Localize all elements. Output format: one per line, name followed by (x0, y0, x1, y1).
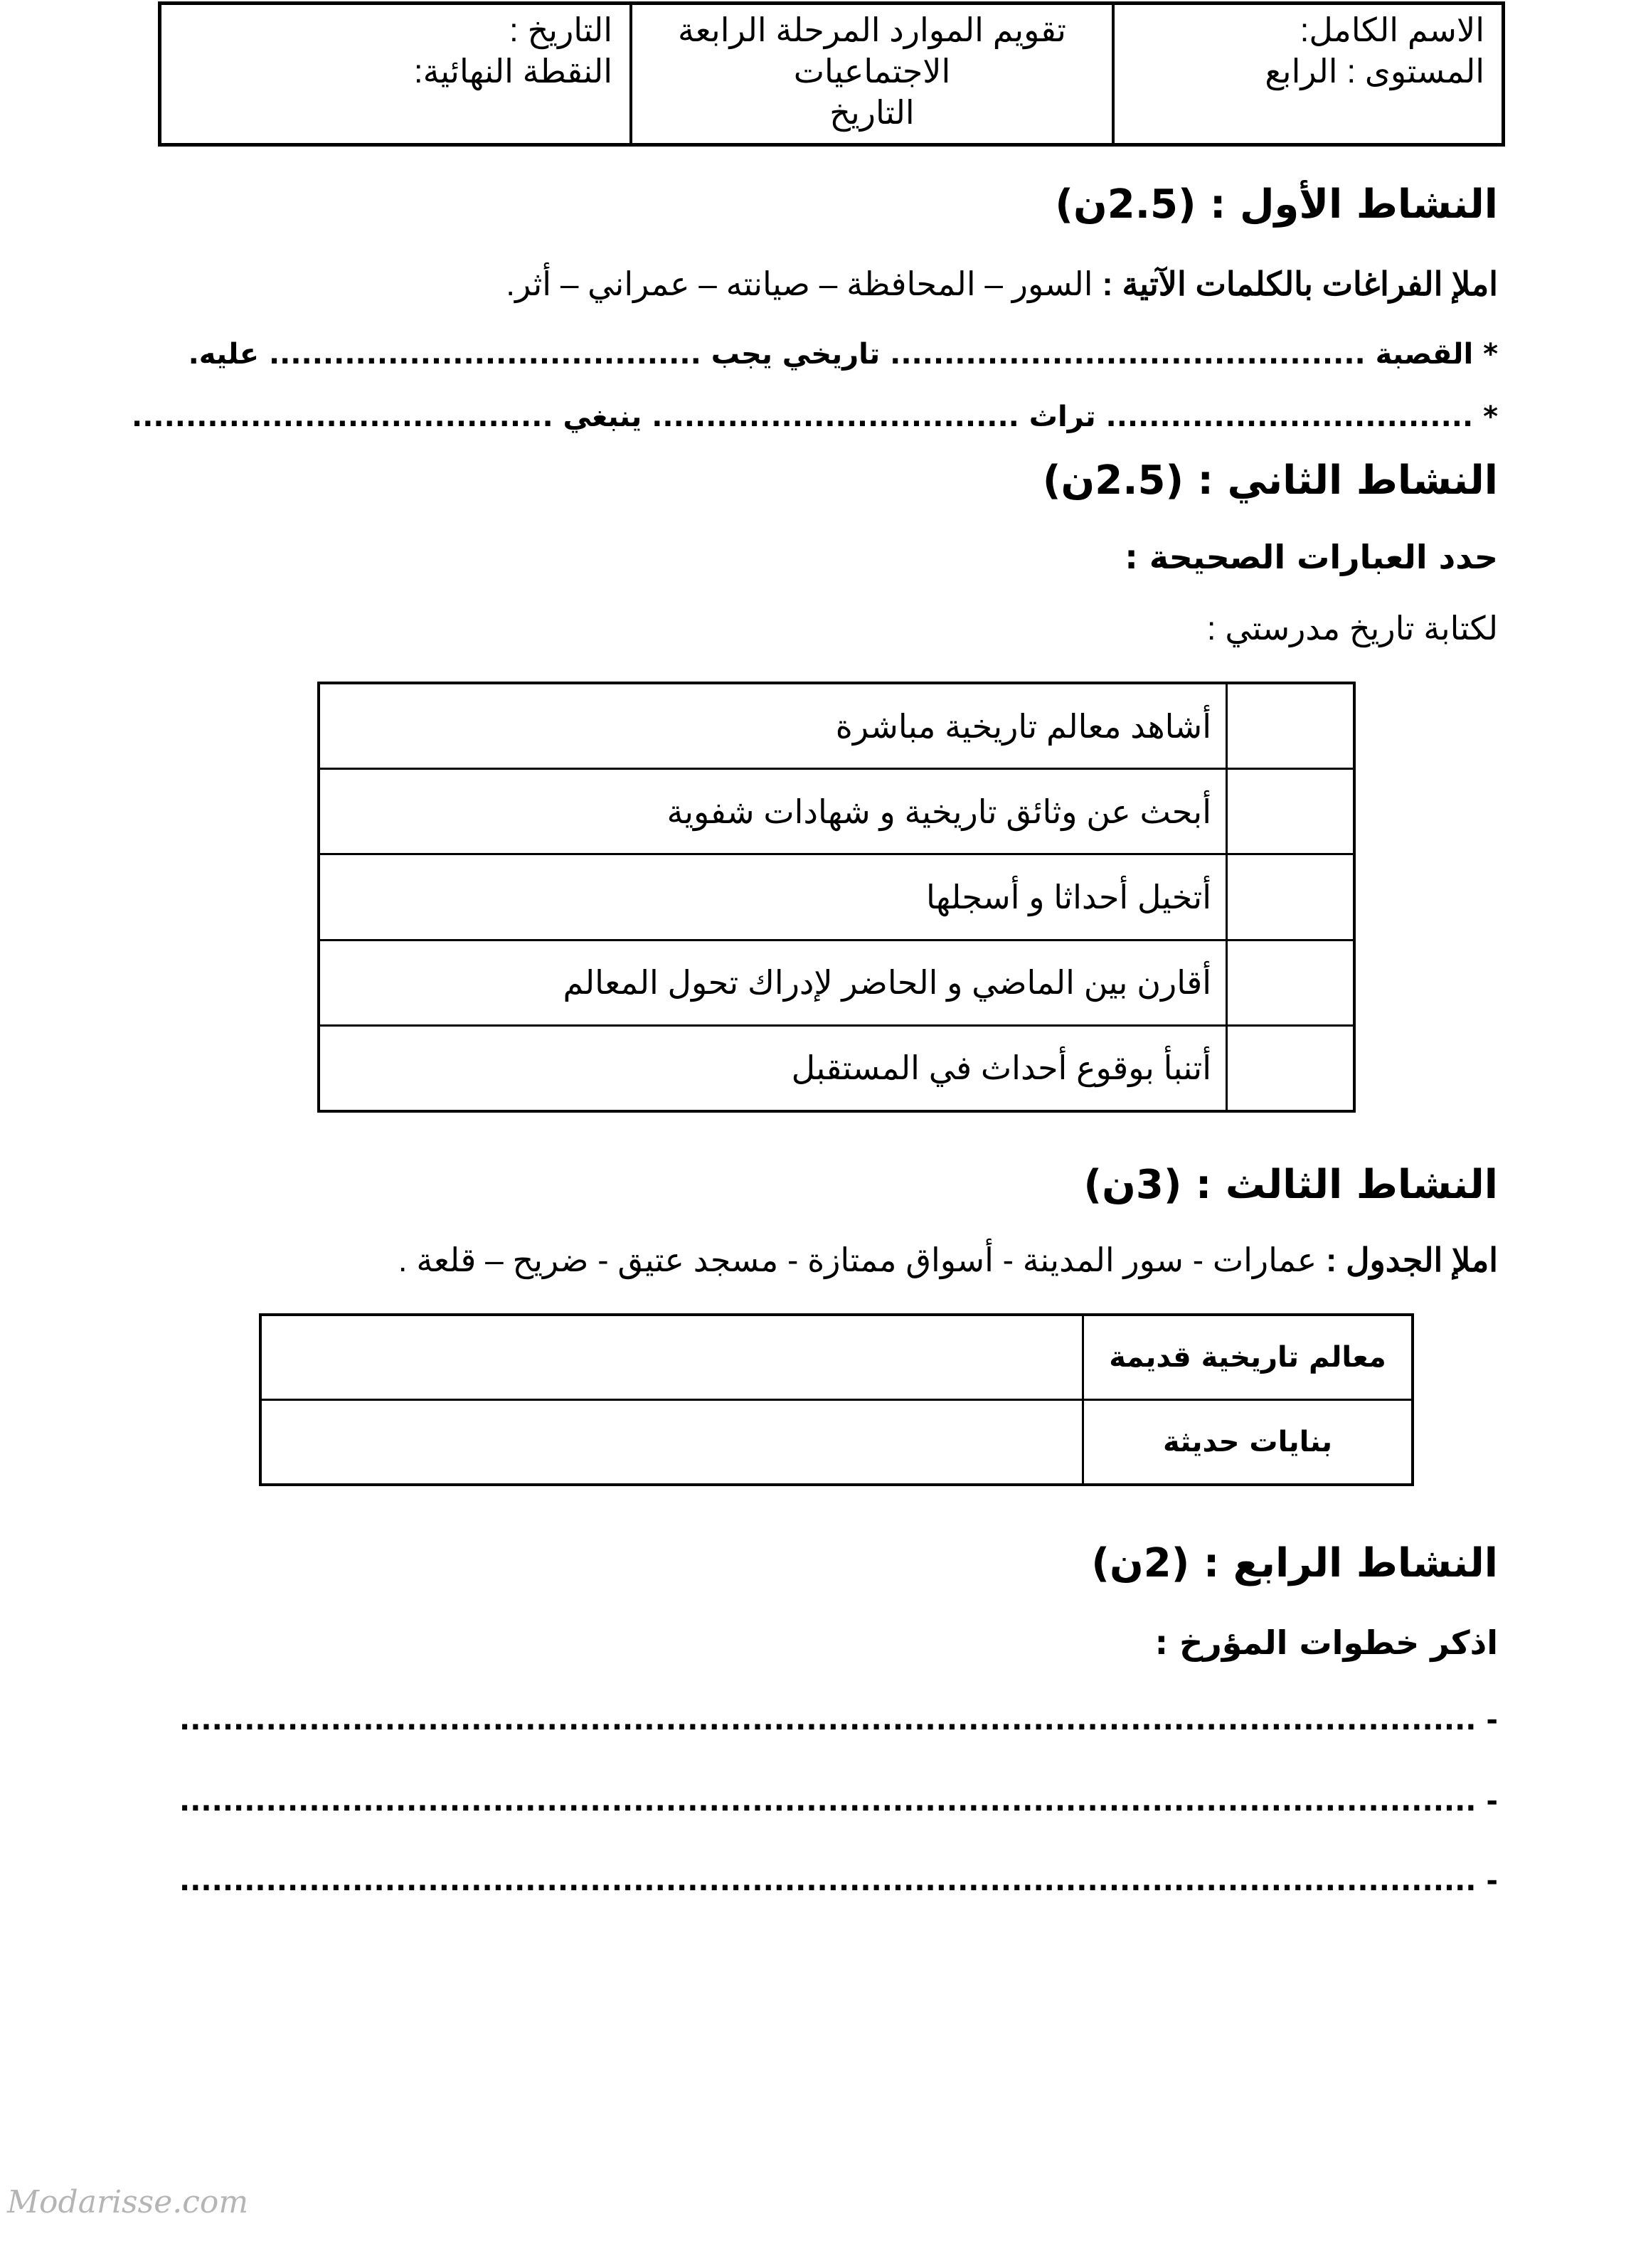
activity4-instruction: اذكر خطوات المؤرخ : (1154, 1623, 1498, 1662)
answer-box[interactable] (1227, 854, 1355, 940)
classification-table (259, 1313, 1414, 1486)
activity1-sentence2: * .................................. تراث .................................. ينبغي ....................................... (132, 401, 1498, 433)
activity2-prompt: لكتابة تاريخ مدرستي : (1206, 610, 1498, 647)
subject-branch: التاريخ (829, 94, 915, 131)
row-label: بنايات حديثة (1083, 1400, 1413, 1485)
header-student-cell (1113, 4, 1504, 145)
statement-text: أشاهد معالم تاريخية مباشرة (319, 683, 1227, 769)
answer-cell[interactable] (260, 1400, 1083, 1485)
statements-table (317, 682, 1356, 1113)
activity3-instruction (398, 1238, 1498, 1282)
final-score-label: النقطة النهائية: (413, 53, 612, 90)
statement-text: أقارن بين الماضي و الحاضر لإدراك تحول المعالم (319, 940, 1227, 1025)
statement-text: أتنبأ بوقوع أحداث في المستقبل (319, 1025, 1227, 1111)
activity1-word-bank: السور – المحافظة – صيانته – عمراني – أثر. (506, 265, 1093, 302)
watermark: Modarisse.com (7, 2184, 249, 2220)
activity1-instruction-label: املإ الفراغات بالكلمات الآتية : (1102, 265, 1498, 302)
row-label: معالم تاريخية قديمة (1083, 1315, 1413, 1400)
date-label: التاريخ : (509, 11, 612, 48)
activity3-heading: النشاط الثالث : (3ن) (1083, 1162, 1498, 1208)
activity1-heading: النشاط الأول : (2.5ن) (1055, 181, 1498, 228)
full-name-label: الاسم الكامل: (1300, 11, 1484, 48)
answer-box[interactable] (1227, 940, 1355, 1025)
header-table (158, 1, 1505, 147)
level-line: المستوى : الرابع (1265, 53, 1484, 90)
table-row (319, 1025, 1354, 1111)
activity3-word-bank: عمارات - سور المدينة - أسواق ممتازة - مسجد عتيق - ضريح – قلعة . (398, 1241, 1317, 1278)
header-date-cell (160, 4, 632, 145)
activity4-heading: النشاط الرابع : (2ن) (1091, 1540, 1498, 1586)
table-row (260, 1315, 1413, 1400)
answer-cell[interactable] (260, 1315, 1083, 1400)
table-row (319, 940, 1354, 1025)
activity2-instruction: حدد العبارات الصحيحة : (1125, 538, 1498, 576)
statement-text: أتخيل أحداثا و أسجلها (319, 854, 1227, 940)
table-row (319, 769, 1354, 854)
exam-title: تقويم الموارد المرحلة الرابعة (678, 11, 1066, 48)
activity3-instruction-label: املإ الجدول : (1325, 1241, 1498, 1278)
answer-line[interactable]: - ........................................................................................................................ (179, 1704, 1498, 1737)
statement-text: أبحث عن وثائق تاريخية و شهادات شفوية (319, 769, 1227, 854)
table-row (319, 854, 1354, 940)
activity2-heading: النشاط الثاني : (2.5ن) (1042, 457, 1498, 504)
table-row (260, 1400, 1413, 1485)
answer-box[interactable] (1227, 1025, 1355, 1111)
answer-line[interactable]: - ........................................................................................................................ (179, 1785, 1498, 1818)
activity1-sentence1: * القصبة ............................................ تاريخي يجب ........................................ عليه. (188, 338, 1498, 371)
table-row (319, 683, 1354, 769)
answer-box[interactable] (1227, 769, 1355, 854)
header-title-cell (631, 4, 1113, 145)
subject-name: الاجتماعيات (793, 53, 951, 90)
activity1-instruction (506, 262, 1498, 306)
answer-box[interactable] (1227, 683, 1355, 769)
answer-line[interactable]: - ........................................................................................................................ (179, 1865, 1498, 1897)
